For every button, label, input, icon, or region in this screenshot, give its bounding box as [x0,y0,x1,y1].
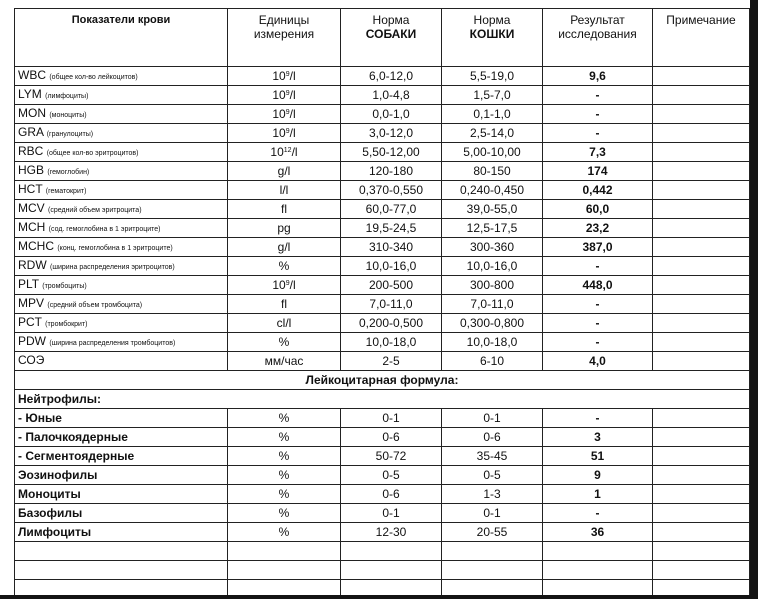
unit-cell [228,238,341,257]
indicator-abbr: HCT [18,181,43,196]
empty-cell [15,561,228,580]
note-cell [653,504,750,523]
norm-cats-cell: 0-5 [442,466,543,485]
empty-cell [341,542,442,561]
table-row [15,67,750,86]
indicator-cell [15,257,228,276]
unit-base: мм/час [264,354,304,368]
norm-cats-cell: 0,300-0,800 [442,314,543,333]
note-cell [653,409,750,428]
result-cell: - [543,257,653,276]
norm-cats-cell: 1-3 [442,485,543,504]
cell-name: - Палочкоядерные [15,428,228,447]
norm-dogs-cell: 0-1 [341,409,442,428]
indicator-cell [15,143,228,162]
formula-row [15,409,750,428]
norm-cats-cell: 300-360 [442,238,543,257]
indicator-cell [15,124,228,143]
table-row [15,200,750,219]
unit-cell [228,86,341,105]
unit-cell [228,314,341,333]
result-cell: 7,3 [543,143,653,162]
norm-cats-cell: 35-45 [442,447,543,466]
result-cell: 387,0 [543,238,653,257]
indicator-abbr: MPV [18,295,45,310]
table-row [15,352,750,371]
indicator-abbr: RBC [18,143,44,158]
indicator-cell [15,200,228,219]
unit-cell [228,257,341,276]
norm-dogs-cell: 1,0-4,8 [341,86,442,105]
cell-name: Лимфоциты [15,523,228,542]
result-cell: - [543,504,653,523]
result-cell: 448,0 [543,276,653,295]
table-row [15,219,750,238]
table-row [15,314,750,333]
indicator-cell [15,67,228,86]
norm-cats-cell: 10,0-18,0 [442,333,543,352]
result-cell: - [543,409,653,428]
note-cell [653,181,750,200]
result-cell: 36 [543,523,653,542]
norm-cats-cell: 0-6 [442,428,543,447]
result-cell: - [543,124,653,143]
norm-cats-cell: 12,5-17,5 [442,219,543,238]
header-norm-dogs: Норма СОБАКИ [341,9,442,67]
unit-cell: % [228,428,341,447]
indicator-abbr: LYM [18,86,42,101]
note-cell [653,67,750,86]
unit-exponent: 9 [285,109,290,116]
indicator-desc: (сод. гемоглобина в 1 эритроците) [48,225,161,233]
norm-dogs-cell: 12-30 [341,523,442,542]
table-row [15,162,750,181]
unit-tail: /l [289,69,296,83]
unit-base: 10 [272,126,286,140]
norm-cats-cell: 80-150 [442,162,543,181]
table-row [15,124,750,143]
section-row [15,371,750,390]
unit-base: pg [277,221,291,235]
note-cell [653,466,750,485]
cell-name: Моноциты [15,485,228,504]
empty-cell [543,561,653,580]
table-row [15,105,750,124]
norm-dogs-cell: 310-340 [341,238,442,257]
result-cell: - [543,314,653,333]
norm-cats-cell: 0,240-0,450 [442,181,543,200]
header-indicator: Показатели крови [15,9,228,67]
result-cell: 174 [543,162,653,181]
indicator-cell [15,219,228,238]
indicator-cell [15,333,228,352]
formula-row [15,523,750,542]
indicator-abbr: PCT [18,314,42,329]
formula-row [15,485,750,504]
table-row [15,143,750,162]
indicator-abbr: СОЭ [18,352,45,367]
norm-dogs-cell: 6,0-12,0 [341,67,442,86]
note-cell [653,333,750,352]
indicator-abbr: HGB [18,162,45,177]
norm-dogs-cell: 5,50-12,00 [341,143,442,162]
unit-cell [228,200,341,219]
unit-cell: % [228,523,341,542]
indicator-abbr: PLT [18,276,39,291]
unit-exponent: 9 [285,71,290,78]
note-cell [653,200,750,219]
unit-cell: % [228,447,341,466]
note-cell [653,238,750,257]
note-cell [653,143,750,162]
result-cell: 3 [543,428,653,447]
unit-base: 10 [272,88,286,102]
empty-row [15,542,750,561]
note-cell [653,219,750,238]
result-cell: 23,2 [543,219,653,238]
norm-dogs-cell: 0-1 [341,504,442,523]
note-cell [653,86,750,105]
indicator-cell [15,314,228,333]
unit-cell [228,295,341,314]
norm-cats-cell: 0-1 [442,504,543,523]
empty-cell [543,542,653,561]
note-cell [653,523,750,542]
norm-cats-cell: 300-800 [442,276,543,295]
indicator-abbr: GRA [18,124,44,139]
indicator-cell [15,162,228,181]
indicator-desc: (гематокрит) [45,187,87,195]
unit-cell [228,181,341,200]
cell-name: Эозинофилы [15,466,228,485]
norm-cats-cell: 10,0-16,0 [442,257,543,276]
header-units: Единицы измерения [228,9,341,67]
norm-dogs-cell: 60,0-77,0 [341,200,442,219]
indicator-abbr: RDW [18,257,47,272]
section-title: Лейкоцитарная формула: [15,371,750,390]
result-cell: 51 [543,447,653,466]
indicator-desc: (гранулоциты) [46,130,94,138]
result-cell: 0,442 [543,181,653,200]
table-row [15,333,750,352]
empty-cell [228,561,341,580]
norm-cats-cell: 2,5-14,0 [442,124,543,143]
unit-base: 10 [272,278,286,292]
indicator-desc: (общее кол-во лейкоцитов) [49,73,138,81]
note-cell [653,276,750,295]
unit-base: % [278,259,290,273]
empty-row [15,561,750,580]
indicator-abbr: MON [18,105,46,120]
norm-cats-cell: 6-10 [442,352,543,371]
unit-base: g/l [277,164,291,178]
table-row [15,86,750,105]
unit-tail: /l [289,278,296,292]
group-row [15,390,750,409]
unit-base: cl/l [276,316,292,330]
result-cell: - [543,105,653,124]
indicator-desc: (лимфоциты) [45,92,89,100]
indicator-cell [15,276,228,295]
table-row [15,257,750,276]
result-cell: - [543,333,653,352]
formula-row [15,504,750,523]
indicator-cell [15,181,228,200]
norm-dogs-cell: 0,200-0,500 [341,314,442,333]
result-cell: 9,6 [543,67,653,86]
norm-dogs-cell: 19,5-24,5 [341,219,442,238]
unit-cell: % [228,466,341,485]
indicator-abbr: MCH [18,219,46,234]
unit-tail: /l [289,107,296,121]
note-cell [653,105,750,124]
norm-cats-cell: 7,0-11,0 [442,295,543,314]
norm-dogs-cell: 120-180 [341,162,442,181]
indicator-desc: (тромбоциты) [42,282,87,290]
result-cell: 1 [543,485,653,504]
cell-name: - Сегментоядерные [15,447,228,466]
norm-dogs-cell: 0-6 [341,485,442,504]
unit-base: 10 [272,107,286,121]
indicator-cell [15,352,228,371]
unit-cell [228,124,341,143]
indicator-abbr: MCHC [18,238,54,253]
cell-name: - Юные [15,409,228,428]
unit-exponent: 9 [285,128,290,135]
unit-cell [228,67,341,86]
indicator-desc: (гемоглобин) [47,168,90,176]
table-row [15,181,750,200]
indicator-desc: (ширина распределения тромбоцитов) [49,339,176,347]
note-cell [653,447,750,466]
empty-cell [442,542,543,561]
formula-row [15,466,750,485]
formula-row [15,447,750,466]
table-row [15,276,750,295]
norm-cats-cell: 1,5-7,0 [442,86,543,105]
indicator-cell [15,86,228,105]
unit-base: fl [281,297,287,311]
unit-base: l/l [279,183,289,197]
unit-base: % [278,335,290,349]
norm-cats-cell: 39,0-55,0 [442,200,543,219]
indicator-desc: (тромбокрит) [45,320,88,328]
unit-cell: % [228,504,341,523]
norm-cats-cell: 5,5-19,0 [442,67,543,86]
indicator-desc: (ширина распределения эритроцитов) [50,263,175,271]
indicator-desc: (средний объем тромбоцита) [47,301,143,309]
indicator-desc: (средний объем эритроцита) [48,206,142,214]
indicator-abbr: MCV [18,200,45,215]
header-result: Результат исследования [543,9,653,67]
indicator-cell [15,105,228,124]
unit-base: 10 [270,145,284,159]
indicator-desc: (моноциты) [49,111,87,119]
window-edge-bottom [0,595,758,599]
unit-cell [228,276,341,295]
norm-cats-cell: 20-55 [442,523,543,542]
result-cell: 60,0 [543,200,653,219]
norm-dogs-cell: 7,0-11,0 [341,295,442,314]
norm-dogs-cell: 200-500 [341,276,442,295]
note-cell [653,295,750,314]
table-row [15,238,750,257]
empty-cell [15,542,228,561]
unit-cell: % [228,409,341,428]
norm-dogs-cell: 10,0-16,0 [341,257,442,276]
empty-cell [653,561,750,580]
unit-cell [228,352,341,371]
indicator-abbr: PDW [18,333,46,348]
norm-dogs-cell: 2-5 [341,352,442,371]
group-title: Нейтрофилы: [15,390,750,409]
norm-dogs-cell: 50-72 [341,447,442,466]
unit-base: fl [281,202,287,216]
header-norm-cats: Норма КОШКИ [442,9,543,67]
unit-cell [228,333,341,352]
unit-tail: /l [291,145,298,159]
header-row [15,9,750,67]
formula-row [15,428,750,447]
result-cell: - [543,295,653,314]
header-note: Примечание [653,9,750,67]
result-cell: 9 [543,466,653,485]
indicator-cell [15,295,228,314]
note-cell [653,428,750,447]
note-cell [653,162,750,181]
window-edge-right [750,0,758,599]
unit-cell [228,105,341,124]
table-row [15,295,750,314]
unit-exponent: 12 [283,147,292,154]
unit-cell [228,162,341,181]
empty-cell [442,561,543,580]
empty-cell [341,561,442,580]
result-cell: 4,0 [543,352,653,371]
unit-cell [228,143,341,162]
cell-name: Базофилы [15,504,228,523]
unit-base: g/l [277,240,291,254]
norm-dogs-cell: 3,0-12,0 [341,124,442,143]
note-cell [653,352,750,371]
indicator-cell [15,238,228,257]
result-cell: - [543,86,653,105]
unit-cell [228,219,341,238]
note-cell [653,485,750,504]
unit-tail: /l [289,126,296,140]
norm-dogs-cell: 0,0-1,0 [341,105,442,124]
norm-cats-cell: 5,00-10,00 [442,143,543,162]
note-cell [653,124,750,143]
empty-cell [653,542,750,561]
empty-cell [228,542,341,561]
note-cell [653,257,750,276]
unit-exponent: 9 [285,280,290,287]
indicator-desc: (общее кол-во эритроцитов) [46,149,139,157]
norm-dogs-cell: 0-6 [341,428,442,447]
norm-dogs-cell: 0,370-0,550 [341,181,442,200]
norm-dogs-cell: 10,0-18,0 [341,333,442,352]
unit-tail: /l [289,88,296,102]
unit-exponent: 9 [285,90,290,97]
indicator-abbr: WBC [18,67,46,82]
norm-cats-cell: 0,1-1,0 [442,105,543,124]
norm-dogs-cell: 0-5 [341,466,442,485]
note-cell [653,314,750,333]
norm-cats-cell: 0-1 [442,409,543,428]
unit-cell: % [228,485,341,504]
blood-test-table [14,8,750,599]
indicator-desc: (конц. гемоглобина в 1 эритроците) [57,244,173,252]
unit-base: 10 [272,69,286,83]
